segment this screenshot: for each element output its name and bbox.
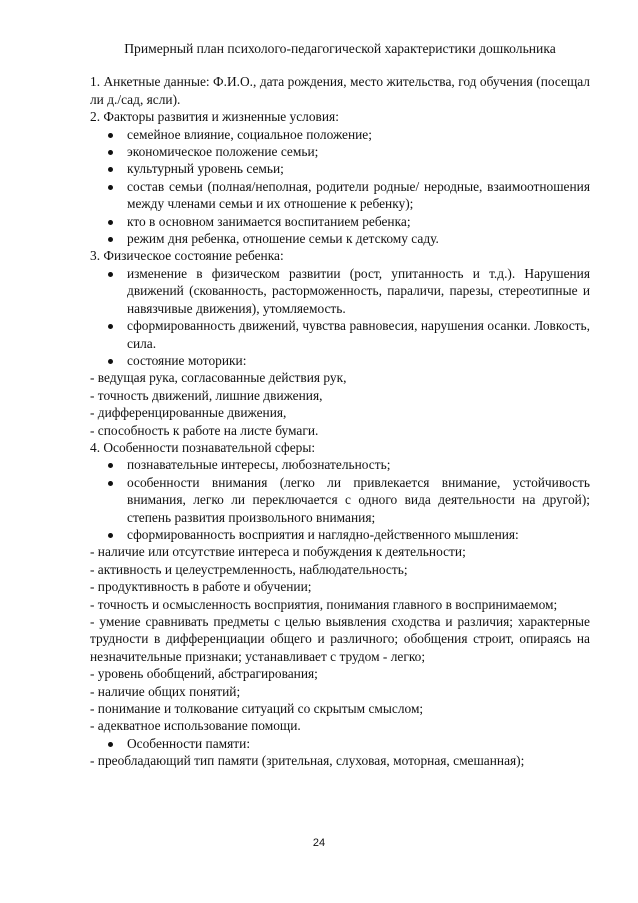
list-item: особенности внимания (легко ли привлекается внимание, устойчивость внимания, легко ли переключается с одного вида деятельности на другой); степень развития произвольного внимания;: [90, 474, 590, 526]
section-4-heading: 4. Особенности познавательной сферы:: [90, 439, 316, 455]
list-item: познавательные интересы, любознательность;: [90, 456, 590, 473]
document-page: [90, 40, 590, 770]
dash-line: - уровень обобщений, абстрагирования;: [90, 666, 318, 682]
list-item: сформированность движений, чувства равновесия, нарушения осанки. Ловкость, сила.: [90, 317, 590, 352]
dash-line: - наличие общих понятий;: [90, 683, 241, 699]
section-4-list: [90, 456, 590, 543]
list-item: культурный уровень семьи;: [90, 160, 590, 177]
dash-line: - точность и осмысленность восприятия, понимания главного в воспринимаемом;: [90, 596, 558, 612]
list-item: режим дня ребенка, отношение семьи к детскому саду.: [90, 230, 590, 247]
page-number: 24: [312, 837, 326, 849]
dash-line: - ведущая рука, согласованные действия рук,: [90, 370, 347, 386]
list-item: состояние моторики:: [90, 352, 590, 369]
dash-line: - понимание и толкование ситуаций со скрытым смыслом;: [90, 701, 424, 717]
list-item: сформированность восприятия и наглядно-действенного мышления:: [90, 526, 590, 543]
dash-line: - способность к работе на листе бумаги.: [90, 422, 319, 438]
section-2-heading: 2. Факторы развития и жизненные условия:: [90, 109, 339, 125]
list-item: Особенности памяти:: [90, 735, 590, 752]
document-title: Примерный план психолого-педагогической характеристики дошкольника: [124, 41, 556, 56]
dash-line: - преобладающий тип памяти (зрительная, слуховая, моторная, смешанная);: [90, 753, 525, 769]
dash-line: - адекватное использование помощи.: [90, 718, 301, 734]
dash-line: - активность и целеустремленность, наблюдательность;: [90, 561, 408, 577]
memory-list: [90, 735, 590, 752]
section-1-personal-data: 1. Анкетные данные: Ф.И.О., дата рождения, место жительства, год обучения (посещал ли д./сад, ясли).: [90, 74, 590, 107]
dash-line: - дифференцированные движения,: [90, 405, 287, 421]
list-item: экономическое положение семьи;: [90, 143, 590, 160]
dash-line: - продуктивность в работе и обучении;: [90, 579, 312, 595]
list-item: состав семьи (полная/неполная, родители родные/ неродные, взаимоотношения между членами семьи и их отношение к ребенку);: [90, 178, 590, 213]
dash-line: - точность движений, лишние движения,: [90, 387, 323, 403]
list-item: кто в основном занимается воспитанием ребенка;: [90, 213, 590, 230]
section-3-list: [90, 265, 590, 369]
dash-line: - наличие или отсутствие интереса и побуждения к деятельности;: [90, 544, 466, 560]
list-item: изменение в физическом развитии (рост, упитанность и т.д.). Нарушения движений (скованность, расторможенность, параличи, парезы, стереотипные и навязчивые движения), утомляемость.: [90, 265, 590, 317]
list-item: семейное влияние, социальное положение;: [90, 126, 590, 143]
section-3-heading: 3. Физическое состояние ребенка:: [90, 248, 284, 264]
dash-line: - умение сравнивать предметы с целью выявления сходства и различия; характерные трудности в дифференциации общего и различного; обобщения строит, опираясь на незначительные признаки; устанавливает с трудом - легко;: [90, 614, 590, 664]
section-2-list: [90, 126, 590, 248]
